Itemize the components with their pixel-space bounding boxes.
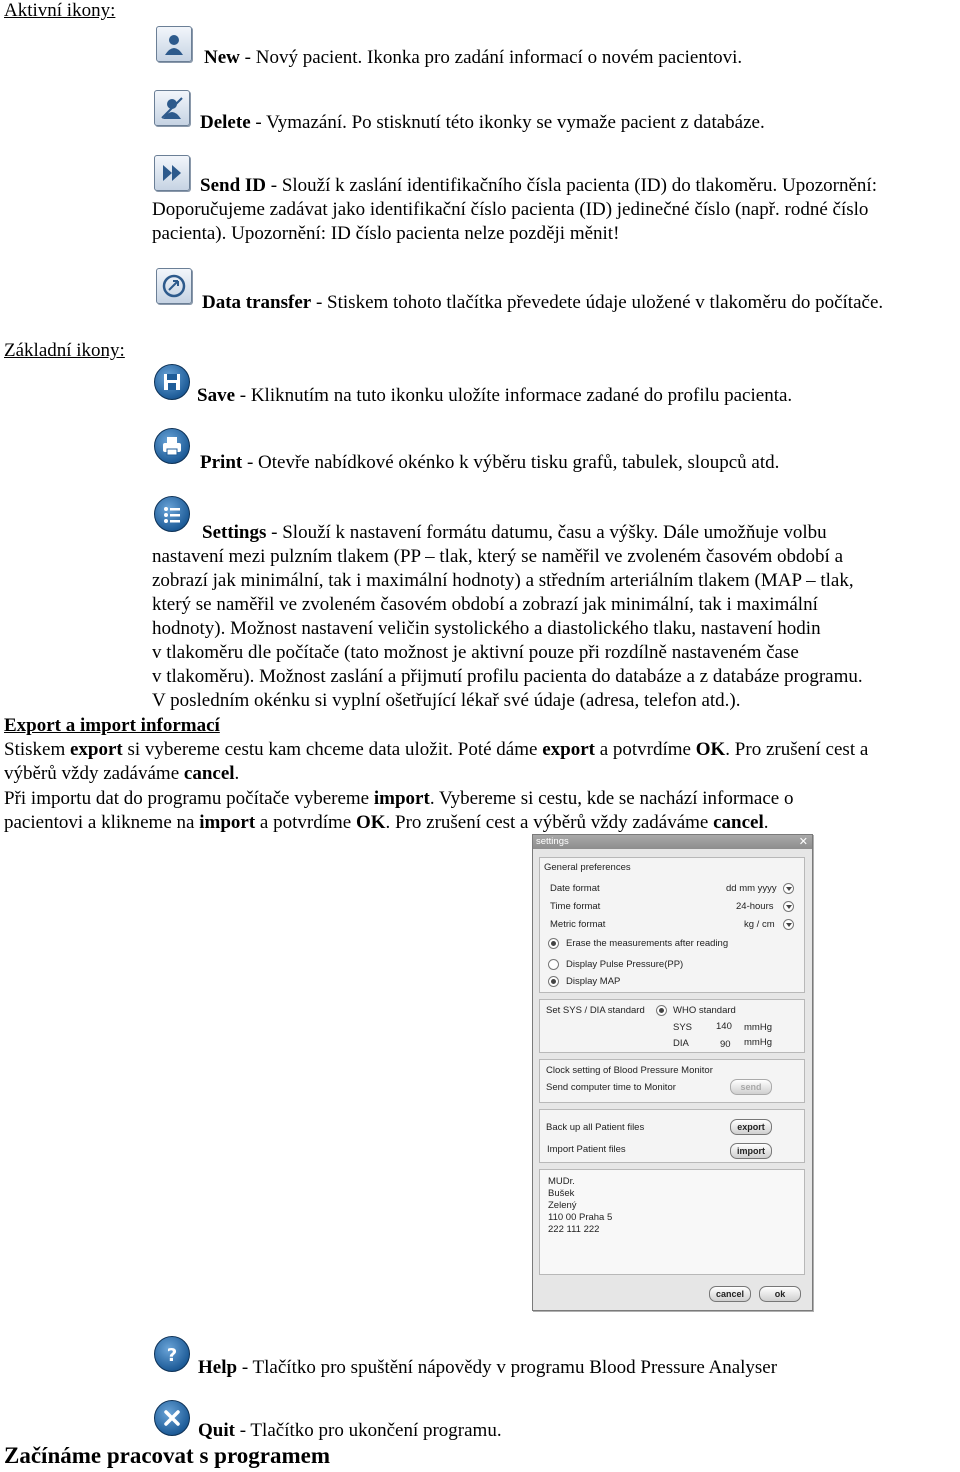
cancel-button[interactable]: cancel (709, 1286, 751, 1302)
who-label: WHO standard (673, 1005, 736, 1016)
export-text: a potvrdíme (594, 739, 696, 760)
settings-line-4: hodnoty). Možnost nastavení veličin systolického a diastolického tlaku, nastavení hodin (152, 618, 821, 639)
time-format-dropdown-icon[interactable] (783, 901, 794, 912)
item-transfer-label: Data transfer (202, 292, 312, 313)
item-help-text: - Tlačítko pro spuštění nápovědy v programu Blood Pressure Analyser (237, 1357, 778, 1378)
heading-basic-icons: Základní ikony: (4, 340, 125, 361)
settings-dialog (532, 834, 813, 1311)
erase-option-label: Erase the measurements after reading (566, 938, 729, 949)
item-help (198, 1356, 777, 1380)
item-help-label: Help (198, 1357, 238, 1378)
general-preferences-panel (539, 857, 805, 993)
time-format-value[interactable]: 24-hours (736, 901, 774, 912)
general-preferences-label: General preferences (544, 862, 631, 873)
import-keyword: import (199, 812, 256, 833)
doctor-line: Zelený (548, 1200, 577, 1211)
sys-unit: mmHg (744, 1022, 772, 1033)
item-save (197, 384, 792, 408)
import-text: . Vybereme si cestu, kde se nachází informace o (429, 788, 794, 809)
export-para-line2 (4, 762, 239, 786)
date-format-label: Date format (550, 883, 600, 894)
settings-line-3: který se naměřil ve zvoleném časovém období a zobrazí jak minimální, tak i maximální (152, 594, 818, 615)
date-format-dropdown-icon[interactable] (783, 883, 794, 894)
metric-format-dropdown-icon[interactable] (783, 919, 794, 930)
clock-panel (539, 1059, 805, 1103)
export-text: Stiskem (4, 739, 70, 760)
export-text: výběrů vždy zadáváme (4, 763, 184, 784)
map-radio[interactable] (548, 976, 559, 987)
backup-panel (539, 1109, 805, 1163)
export-button[interactable]: export (730, 1119, 772, 1135)
doctor-line: 110 00 Praha 5 (548, 1212, 613, 1223)
item-quit-label: Quit (198, 1420, 235, 1441)
item-send-id (200, 174, 877, 198)
import-keyword: import (373, 788, 430, 809)
heading-start: Začínáme pracovat s programem (4, 1443, 330, 1468)
dia-value[interactable]: 90 (720, 1039, 731, 1050)
sys-label: SYS (673, 1022, 693, 1033)
settings-line-7: V posledním okénku si vyplní ošetřující lékař své údaje (adresa, telefon atd.). (152, 690, 741, 711)
import-text: Při importu dat do programu počítače vybereme (4, 788, 374, 809)
item-send-text: - Slouží k zaslání identifikačního čísla pacienta (ID) do tlakoměru. Upozornění: (266, 175, 877, 196)
sys-value[interactable]: 140 (716, 1021, 732, 1032)
export-text: . Pro zrušení cest a (725, 739, 869, 760)
settings-icon (154, 496, 190, 532)
item-transfer-text: - Stiskem tohoto tlačítka převedete údaje uložené v tlakoměru do počítače. (311, 292, 884, 313)
date-format-value[interactable]: dd mm yyyy (726, 883, 777, 894)
item-new-label: New (204, 47, 240, 68)
doctor-line: MUDr. (548, 1176, 575, 1187)
cancel-keyword: cancel (713, 812, 764, 833)
save-icon (154, 364, 190, 400)
item-settings-label: Settings (202, 522, 267, 543)
export-text: si vybereme cestu kam chceme data uložit. Poté dáme (122, 739, 543, 760)
dia-unit: mmHg (744, 1037, 772, 1048)
item-new-text: - Nový pacient. Ikonka pro zadání informací o novém pacientovi. (239, 47, 743, 68)
delete-patient-icon (154, 90, 190, 126)
send-id-icon (154, 155, 190, 191)
new-patient-icon (156, 26, 192, 62)
help-icon (154, 1336, 190, 1372)
item-delete-label: Delete (200, 112, 251, 133)
item-print (200, 451, 779, 475)
doctor-info-panel[interactable] (539, 1169, 805, 1275)
item-settings-text: - Slouží k nastavení formátu datumu, času a výšky. Dále umožňuje volbu (266, 522, 827, 543)
import-para-line2 (4, 811, 769, 835)
heading-export-import: Export a import informací (4, 715, 220, 736)
import-label: Import Patient files (547, 1144, 626, 1155)
pp-radio[interactable] (548, 959, 559, 970)
backup-label: Back up all Patient files (546, 1122, 645, 1133)
settings-line-2: zobrazí jak minimální, tak i maximální hodnoty) a středním arteriálním tlakem (MAP – tlak, (152, 570, 854, 591)
import-text: . Pro zrušení cest a výběrů vždy zadáváme (385, 812, 714, 833)
item-save-text: - Kliknutím na tuto ikonku uložíte informace zadané do profilu pacienta. (235, 385, 793, 406)
item-new (204, 46, 742, 70)
item-save-label: Save (197, 385, 235, 406)
close-icon[interactable]: ✕ (798, 836, 808, 848)
export-para-line1 (4, 738, 868, 762)
item-send-line2: Doporučujeme zadávat jako identifikační číslo pacienta (ID) jedinečné číslo (např. rodné číslo (152, 199, 869, 220)
svg-text:?: ? (166, 1345, 178, 1366)
doctor-line: 222 111 222 (548, 1224, 600, 1235)
settings-line-5: v tlakoměru dle počítače (tato možnost je aktivní pouze při rozdílně nastaveném čase (152, 642, 799, 663)
item-settings (202, 521, 827, 545)
sys-dia-panel (539, 999, 805, 1053)
ok-keyword: OK (355, 812, 386, 833)
who-radio[interactable] (656, 1005, 667, 1016)
item-send-label: Send ID (200, 175, 266, 196)
import-text: a potvrdíme (255, 812, 356, 833)
export-keyword: export (69, 739, 123, 760)
settings-line-1: nastavení mezi pulzním tlakem (PP – tlak, který se naměřil ve zvoleném časovém období a (152, 546, 844, 567)
dia-label: DIA (673, 1038, 689, 1049)
export-text: . (234, 763, 240, 784)
settings-dialog-title (533, 835, 812, 849)
item-print-label: Print (200, 452, 243, 473)
item-print-text: - Otevře nabídkové okénko k výběru tisku grafů, tabulek, sloupců atd. (242, 452, 780, 473)
print-icon (154, 428, 190, 464)
import-button[interactable]: import (730, 1143, 772, 1159)
export-keyword: export (542, 739, 595, 760)
sys-dia-label: Set SYS / DIA standard (546, 1005, 645, 1016)
ok-button[interactable]: ok (759, 1286, 801, 1302)
import-para-line1 (4, 787, 793, 811)
metric-format-value[interactable]: kg / cm (744, 919, 775, 930)
item-delete-text: - Vymazání. Po stisknutí této ikonky se vymaže pacient z databáze. (250, 112, 765, 133)
data-transfer-icon (156, 268, 192, 304)
clock-label: Clock setting of Blood Pressure Monitor (546, 1065, 713, 1076)
heading-active-icons: Aktivní ikony: (4, 0, 116, 21)
doctor-line: Bušek (548, 1188, 575, 1199)
item-quit-text: - Tlačítko pro ukončení programu. (234, 1420, 502, 1441)
item-delete (200, 111, 765, 135)
item-data-transfer (202, 291, 883, 315)
quit-icon (154, 1400, 190, 1436)
map-option-label: Display MAP (566, 976, 621, 987)
ok-keyword: OK (695, 739, 726, 760)
send-time-label: Send computer time to Monitor (546, 1082, 676, 1093)
pp-option-label: Display Pulse Pressure(PP) (566, 959, 684, 970)
import-text: . (763, 812, 769, 833)
item-send-line3: pacienta). Upozornění: ID číslo pacienta nelze později měnit! (152, 223, 620, 244)
cancel-keyword: cancel (183, 763, 235, 784)
send-button[interactable]: send (730, 1079, 772, 1095)
time-format-label: Time format (550, 901, 601, 912)
dialog-title-text: settings (536, 836, 569, 847)
settings-line-6: v tlakoměru). Možnost zaslání a přijmutí profilu pacienta do databáze a z databáze programu. (152, 666, 863, 687)
erase-radio[interactable] (548, 938, 559, 949)
item-quit (198, 1419, 502, 1443)
import-text: pacientovi a klikneme na (4, 812, 200, 833)
metric-format-label: Metric format (550, 919, 606, 930)
